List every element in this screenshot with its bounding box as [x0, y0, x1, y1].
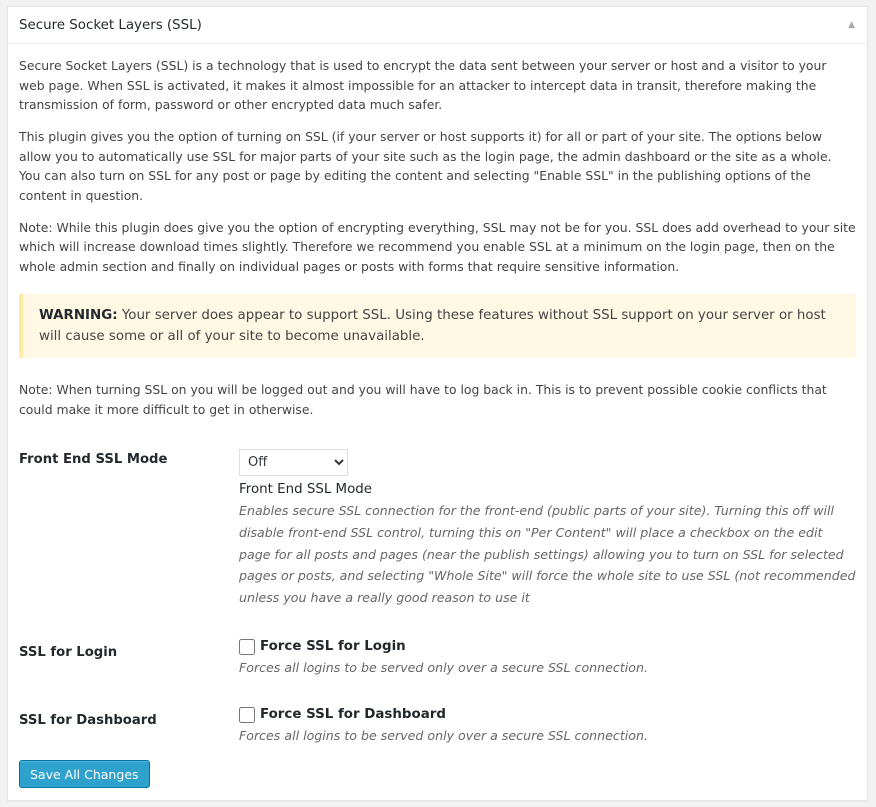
dashboard-description: Forces all logins to be served only over a secure SSL connection.: [239, 727, 648, 743]
checkbox-label: Force SSL for Login: [260, 639, 406, 655]
logout-note: Note: When turning SSL on you will be logged out and you will have to log back in. This is to prevent possible cookie conflicts that could make it more difficult to get in otherwise.: [19, 382, 827, 417]
checkbox-label: Force SSL for Dashboard: [260, 707, 446, 723]
force-ssl-login-checkbox[interactable]: [239, 639, 856, 655]
intro-paragraph: Note: While this plugin does give you the option of encrypting everything, SSL may not be for you. SSL does add overhead to your site which will increase download times slightly. Therefore we recommend you enable SSL at a minimum on the login page, then on the whole admin section and finally on individual pages or posts with forms that require sensitive information.: [19, 219, 856, 274]
force-ssl-dashboard-checkbox[interactable]: [239, 707, 856, 723]
warning-notice: [19, 294, 856, 358]
warning-text: Your server does appear to support SSL. Using these features without SSL support on your server or host will cause some or all of your site to become unavailable.: [39, 308, 826, 344]
login-description: Forces all logins to be served only over a secure SSL connection.: [239, 659, 648, 675]
collapse-toggle-icon[interactable]: ▲: [848, 20, 855, 30]
login-label: SSL for Login: [19, 644, 118, 660]
ssl-settings-panel: [7, 6, 868, 801]
front-end-title: Front End SSL Mode: [239, 482, 373, 497]
force-ssl-dashboard-input[interactable]: [239, 707, 255, 723]
dashboard-row: [19, 707, 856, 747]
dashboard-label: SSL for Dashboard: [19, 712, 157, 728]
force-ssl-login-input[interactable]: [239, 639, 255, 655]
front-end-row: [19, 449, 856, 609]
intro-paragraph: This plugin gives you the option of turning on SSL (if your server or host supports it) for all or part of your site. The options below allow you to automatically use SSL for major parts of your site such as the login page, the admin dashboard or the site as a whole. You can also turn on SSL for any post or page by editing the content and selecting "Enable SSL" in the publishing options of the content in question.: [19, 129, 832, 203]
save-all-changes-button[interactable]: Save All Changes: [19, 760, 150, 788]
panel-header: [8, 7, 867, 44]
intro-paragraph: Secure Socket Layers (SSL) is a technology that is used to encrypt the data sent between your server or host and a visitor to your web page. When SSL is activated, it makes it almost impossible for an attacker to intercept data in transit, therefore making the transmission of form, password or other encrypted data much safer.: [19, 58, 827, 112]
front-end-label: Front End SSL Mode: [19, 452, 168, 467]
warning-label: WARNING:: [39, 308, 118, 323]
panel-title: Secure Socket Layers (SSL): [19, 17, 202, 33]
front-end-ssl-mode-select[interactable]: [239, 449, 348, 476]
login-row: [19, 639, 856, 679]
front-end-description: Enables secure SSL connection for the front-end (public parts of your site). Turning this off will disable front-end SSL control, turning this on "Per Content" will place a checkbox on the edit page for all posts and pages (near the publish settings) allowing you to turn on SSL for selected pages or posts, and selecting "Whole Site" will force the whole site to use SSL (not recommended unless you have a really good reason to use it: [239, 503, 856, 606]
